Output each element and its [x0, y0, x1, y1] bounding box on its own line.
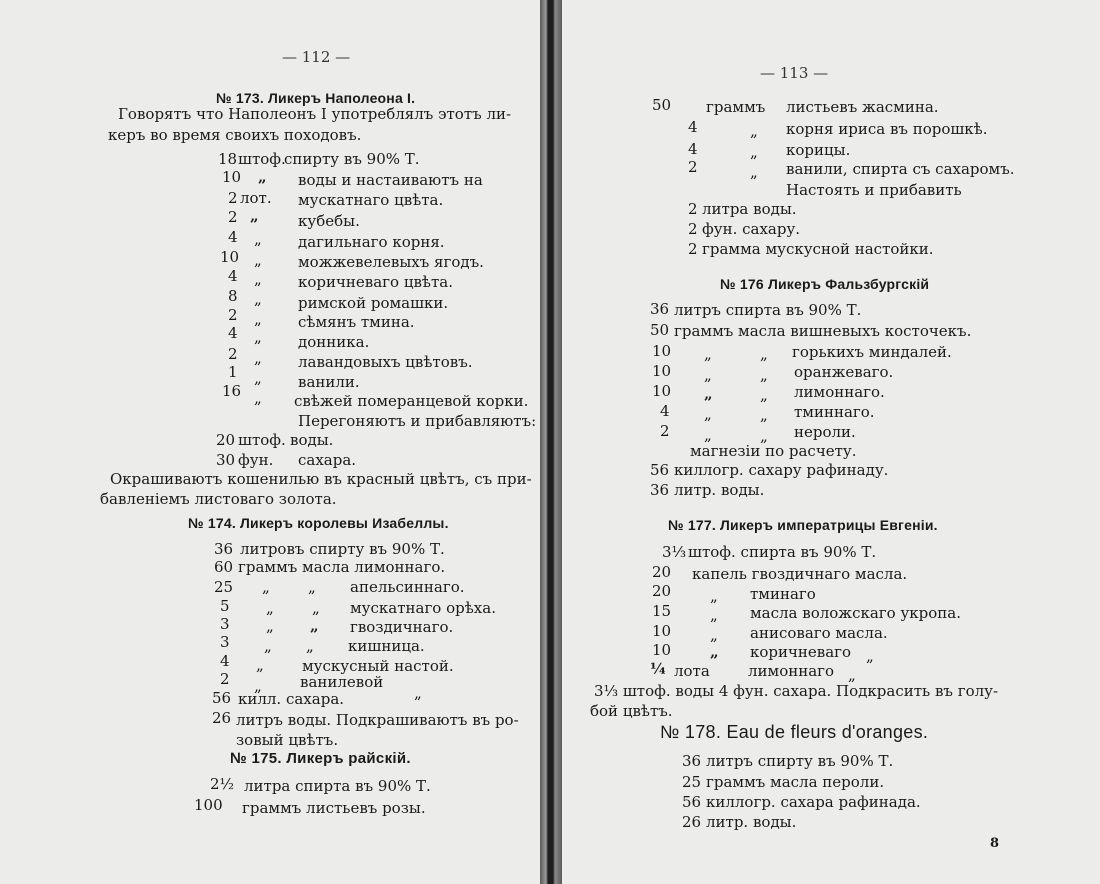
ditto-mark: „	[760, 386, 768, 404]
quantity: 10	[652, 362, 672, 380]
right-page	[562, 0, 1100, 884]
ditto-mark: „	[710, 626, 718, 644]
quantity: 36	[214, 540, 234, 558]
quantity: 2	[688, 158, 698, 176]
ingredient: литра спирта въ 90% Т.	[244, 777, 431, 795]
recipe-heading: № 178. Eau de fleurs d'oranges.	[660, 722, 929, 742]
ingredient: коричневаго цвѣта.	[298, 273, 453, 291]
ditto-mark: „	[254, 677, 262, 695]
ingredient: сѣмянъ тмина.	[298, 313, 415, 331]
ingredient: литр. воды.	[706, 813, 797, 831]
ditto-mark: „	[250, 207, 259, 225]
ingredient: тминаго	[750, 585, 816, 603]
ditto-mark: „	[866, 647, 874, 665]
quantity: 16	[222, 382, 242, 400]
quantity: 10	[652, 342, 672, 360]
ditto-mark: „	[254, 369, 262, 387]
ditto-mark: „	[848, 666, 856, 684]
ditto-mark: „	[312, 599, 320, 617]
quantity: 36	[650, 481, 670, 499]
quantity: ¼	[650, 660, 666, 678]
recipe-heading: № 173. Ликеръ Наполеона I.	[216, 90, 416, 106]
ingredient: дагильнаго корня.	[298, 233, 445, 251]
quantity: 4	[228, 228, 238, 246]
quantity: 3	[220, 615, 230, 633]
ingredient: коричневаго	[750, 643, 852, 661]
ditto-mark: „	[760, 366, 768, 384]
ditto-mark: „	[760, 345, 768, 363]
page-number: — 113 —	[760, 64, 829, 82]
quantity: 2	[228, 345, 238, 363]
quantity: 25	[682, 773, 702, 791]
quantity: 10	[652, 382, 672, 400]
quantity: 1	[228, 363, 238, 381]
quantity: 3⅓	[662, 543, 687, 561]
quantity: 4	[660, 402, 670, 420]
unit: лот.	[240, 189, 272, 207]
ditto-mark: „	[256, 656, 264, 674]
quantity: 56	[682, 793, 702, 811]
ingredient: киллогр. сахару рафинаду.	[674, 461, 889, 479]
ingredient: киллогр. сахара рафинада.	[706, 793, 921, 811]
ditto-mark: „	[264, 637, 272, 655]
recipe-heading: № 174. Ликеръ королевы Изабеллы.	[188, 515, 449, 531]
ingredient: кишница.	[348, 637, 425, 655]
quantity: 4	[220, 652, 230, 670]
closing-line: зовый цвѣтъ.	[236, 731, 339, 749]
ingredient: анисоваго масла.	[750, 624, 888, 642]
ingredient: оранжеваго.	[794, 363, 894, 381]
quantity: 10	[220, 248, 240, 266]
quantity: 25	[214, 578, 234, 596]
quantity: 3	[220, 633, 230, 651]
quantity: 56	[650, 461, 670, 479]
ingredient: римской ромашки.	[298, 294, 449, 312]
quantity: 2	[228, 189, 238, 207]
intro-line: Говорятъ что Наполеонъ I употреблялъ этотъ ли-	[118, 105, 512, 123]
quantity: 10	[652, 641, 672, 659]
ingredient: литръ спирта въ 90% Т.	[674, 301, 862, 319]
recipe-heading: № 175. Ликеръ райскій.	[230, 750, 411, 767]
ingredient: апельсиннаго.	[350, 578, 465, 596]
ingredient: лимоннаго	[748, 662, 835, 680]
ditto-mark: „	[704, 366, 712, 384]
ingredient: капель гвоздичнаго масла.	[692, 565, 908, 583]
ingredient: литр. воды.	[674, 481, 765, 499]
left-page	[0, 0, 540, 884]
ingredient: граммъ масла лимоннаго.	[238, 558, 446, 576]
instruction-note: магнезіи по расчету.	[690, 442, 857, 460]
ditto-mark: „	[258, 168, 267, 186]
quantity: 36	[650, 300, 670, 318]
ditto-mark: „	[254, 251, 262, 269]
quantity: 2	[220, 670, 230, 688]
ditto-mark: „	[760, 427, 768, 445]
ditto-mark: „	[760, 406, 768, 424]
quantity: 2	[228, 208, 238, 226]
instruction-note: Настоять и прибавить	[786, 181, 962, 199]
ditto-mark: „	[310, 617, 319, 635]
ingredient: мускатнаго цвѣта.	[298, 191, 444, 209]
ingredient: штоф. спирта въ 90% Т.	[688, 543, 877, 561]
intro-line: керъ во время своихъ походовъ.	[108, 126, 362, 144]
ingredient: тминнаго.	[794, 403, 875, 421]
quantity: 36	[682, 752, 702, 770]
quantity: 100	[194, 796, 223, 814]
quantity: 26	[682, 813, 702, 831]
ingredient: граммъ листьевъ розы.	[242, 799, 426, 817]
ingredient: граммъ масла пероли.	[706, 773, 885, 791]
quantity: 4	[228, 267, 238, 285]
ingredient: кубебы.	[298, 212, 360, 230]
ditto-mark: „	[306, 637, 314, 655]
quantity: 50	[652, 96, 672, 114]
ditto-mark: „	[254, 349, 262, 367]
ingredient: фун. сахару.	[702, 220, 801, 238]
quantity: 50	[650, 321, 670, 339]
closing-line: 3⅓ штоф. воды 4 фун. сахара. Подкрасить въ голу-	[594, 682, 999, 700]
ingredient: донника.	[298, 333, 370, 351]
ditto-mark: „	[414, 684, 422, 702]
ditto-mark: „	[266, 599, 274, 617]
ditto-mark: „	[750, 143, 758, 161]
quantity: 26	[212, 709, 232, 727]
quantity: 2	[688, 200, 698, 218]
ingredient: граммъ масла вишневыхъ косточекъ.	[674, 322, 972, 340]
ingredient: спирту въ 90% Т.	[284, 150, 420, 168]
ingredient: литровъ спирту въ 90% Т.	[240, 540, 445, 558]
ditto-mark: „	[254, 310, 262, 328]
quantity: 56	[212, 689, 232, 707]
ingredient: лимоннаго.	[794, 383, 885, 401]
ingredient: воды и настаиваютъ на	[298, 171, 483, 189]
ingredient: свѣжей померанцевой корки.	[294, 392, 529, 410]
ingredient: можжевелевыхъ ягодъ.	[298, 253, 484, 271]
ditto-mark: „	[254, 389, 262, 407]
ingredient: грамма мускусной настойки.	[702, 240, 934, 258]
ingredient: сахара.	[298, 451, 357, 469]
ditto-mark: „	[750, 163, 758, 181]
ingredient: корня ириса въ порошкѣ.	[786, 120, 988, 138]
instruction-note: Перегоняютъ и прибавляютъ:	[298, 412, 537, 430]
quantity: 20	[216, 431, 236, 449]
quantity: 2	[660, 422, 670, 440]
unit: граммъ	[706, 98, 766, 116]
ditto-mark: „	[254, 270, 262, 288]
ditto-mark: „	[704, 405, 712, 423]
ditto-mark: „	[704, 385, 713, 403]
ingredient: литръ спирту въ 90% Т.	[706, 752, 894, 770]
quantity: 30	[216, 451, 236, 469]
ditto-mark: „	[308, 578, 316, 596]
quantity: 10	[222, 168, 242, 186]
ingredient: ванилевой	[300, 673, 384, 691]
quantity: 8	[228, 287, 238, 305]
closing-line: бой цвѣтъ.	[590, 702, 673, 720]
recipe-heading: № 176 Ликеръ Фальзбургскій	[720, 276, 930, 292]
quantity: 20	[652, 582, 672, 600]
quantity: 18	[218, 150, 238, 168]
quantity: 20	[652, 563, 672, 581]
page-number: — 112 —	[282, 48, 351, 66]
quantity: 2½	[210, 775, 235, 793]
ingredient: воды.	[290, 431, 334, 449]
quantity: 4	[688, 118, 698, 136]
ingredient: гвоздичнаго.	[350, 618, 454, 636]
ditto-mark: „	[266, 617, 274, 635]
ingredient: ванили.	[298, 373, 360, 391]
ingredient: литръ воды. Подкрашиваютъ въ ро-	[236, 711, 519, 729]
quantity: 2	[228, 306, 238, 324]
ingredient: корицы.	[786, 141, 851, 159]
quantity: 5	[220, 597, 230, 615]
quantity: 15	[652, 602, 672, 620]
ingredient: мускатнаго орѣха.	[350, 599, 496, 617]
ingredient: масла воложскаго укропа.	[750, 604, 962, 622]
unit: штоф.	[238, 431, 286, 449]
ingredient: килл. сахара.	[238, 690, 345, 708]
book-gutter	[540, 0, 562, 884]
ditto-mark: „	[710, 643, 719, 661]
ingredient: нероли.	[794, 423, 856, 441]
ditto-mark: „	[254, 230, 262, 248]
ingredient: горькихъ миндалей.	[792, 343, 952, 361]
closing-line: бавленіемъ листоваго золота.	[100, 490, 337, 508]
ingredient: листьевъ жасмина.	[786, 98, 939, 116]
quantity: 4	[228, 324, 238, 342]
unit: лота	[674, 662, 710, 680]
recipe-heading: № 177. Ликеръ императрицы Евгеніи.	[668, 517, 938, 533]
ingredient: литра воды.	[702, 200, 797, 218]
unit: штоф.	[238, 150, 286, 168]
signature-mark: 8	[990, 836, 1000, 851]
ditto-mark: „	[254, 328, 262, 346]
ditto-mark: „	[710, 606, 718, 624]
ditto-mark: „	[710, 587, 718, 605]
unit: фун.	[238, 451, 274, 469]
quantity: 2	[688, 220, 698, 238]
quantity: 4	[688, 140, 698, 158]
ditto-mark: „	[704, 345, 712, 363]
ingredient: лавандовыхъ цвѣтовъ.	[298, 353, 473, 371]
ditto-mark: „	[750, 122, 758, 140]
ditto-mark: „	[704, 426, 712, 444]
ditto-mark: „	[254, 290, 262, 308]
quantity: 10	[652, 622, 672, 640]
ditto-mark: „	[262, 578, 270, 596]
quantity: 60	[214, 558, 234, 576]
ingredient: мускусный настой.	[302, 657, 454, 675]
quantity: 2	[688, 240, 698, 258]
closing-line: Окрашиваютъ кошенилью въ красный цвѣтъ, съ при-	[110, 470, 532, 488]
ingredient: ванили, спирта съ сахаромъ.	[786, 160, 1015, 178]
